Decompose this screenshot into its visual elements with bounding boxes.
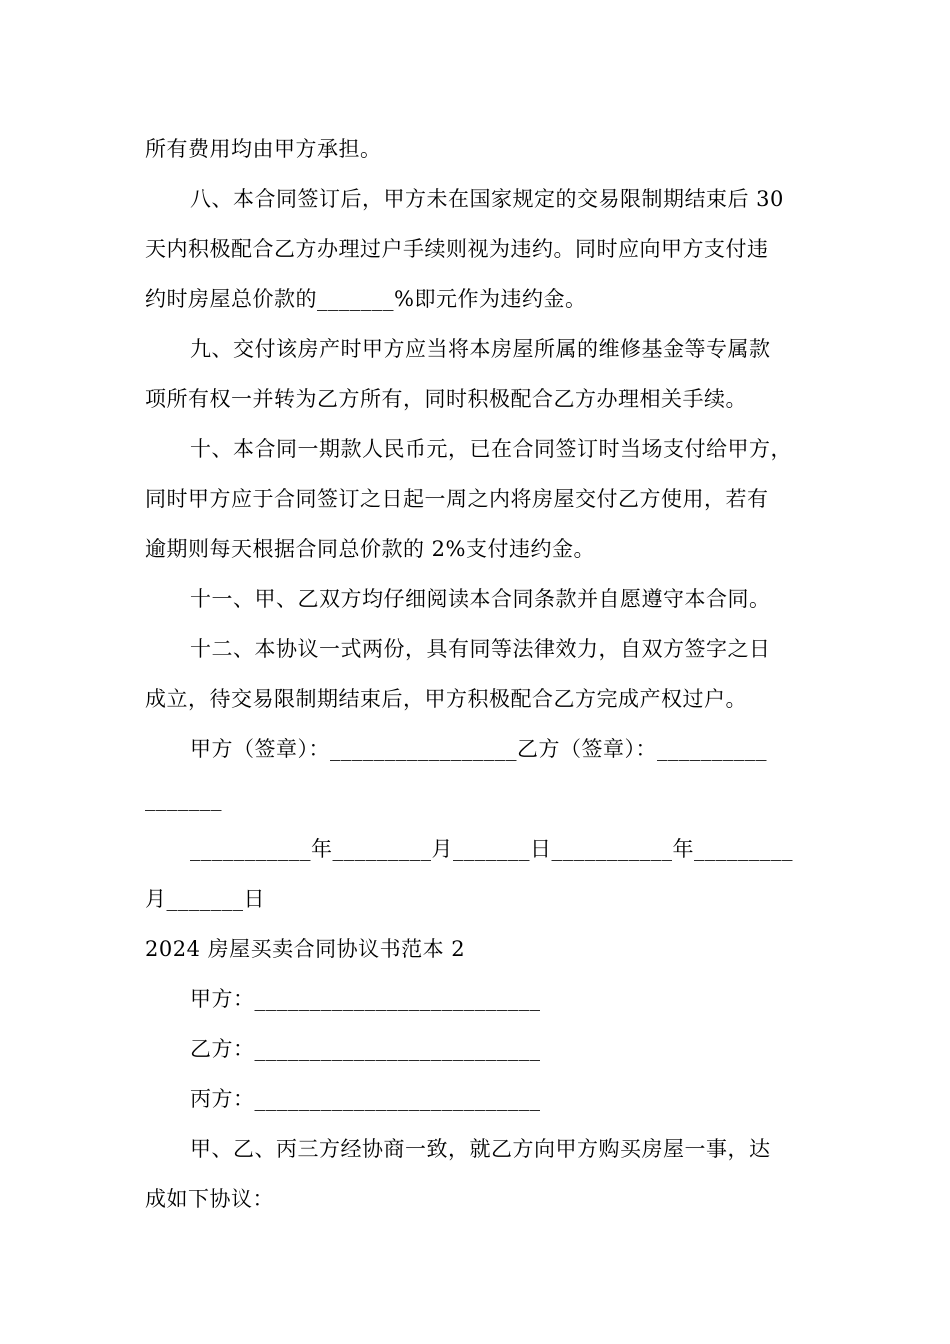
date-line-continued: 月_______日 xyxy=(145,887,265,911)
signature-line: 甲方（签章）：_________________乙方（签章）：__________ xyxy=(190,737,767,761)
agreement-intro-line-1: 甲、乙、丙三方经协商一致，就乙方向甲方购买房屋一事，达 xyxy=(190,1137,771,1161)
agreement-intro-line-2: 成如下协议： xyxy=(145,1187,274,1211)
clause-10-line-1: 十、本合同一期款人民币元，已在合同签订时当场支付给甲方， xyxy=(190,437,792,461)
clause-9-line-2: 项所有权一并转为乙方所有，同时积极配合乙方办理相关手续。 xyxy=(145,387,747,411)
clause-12-line-1: 十二、本协议一式两份，具有同等法律效力，自双方签字之日 xyxy=(190,637,771,661)
clause-12-line-2: 成立，待交易限制期结束后，甲方积极配合乙方完成产权过户。 xyxy=(145,687,747,711)
clause-8-line-3: 约时房屋总价款的_______%即元作为违约金。 xyxy=(145,287,587,311)
clause-8-line-2: 天内积极配合乙方办理过户手续则视为违约。同时应向甲方支付违 xyxy=(145,237,769,261)
clause-8-line-1: 八、本合同签订后，甲方未在国家规定的交易限制期结束后 30 xyxy=(190,187,784,211)
date-line: ___________年_________月_______日___________年_________ xyxy=(190,837,793,861)
paragraph-line: 所有费用均由甲方承担。 xyxy=(145,137,382,161)
signature-line-continued: _______ xyxy=(145,787,222,811)
clause-9-line-1: 九、交付该房产时甲方应当将本房屋所属的维修基金等专属款 xyxy=(190,337,771,361)
clause-11-line-1: 十一、甲、乙双方均仔细阅读本合同条款并自愿遵守本合同。 xyxy=(190,587,771,611)
party-c-line: 丙方：__________________________ xyxy=(190,1087,541,1111)
party-a-line: 甲方：__________________________ xyxy=(190,987,541,1011)
section-title: 2024 房屋买卖合同协议书范本 2 xyxy=(145,937,466,961)
clause-10-line-2: 同时甲方应于合同签订之日起一周之内将房屋交付乙方使用，若有 xyxy=(145,487,769,511)
clause-10-line-3: 逾期则每天根据合同总价款的 2%支付违约金。 xyxy=(145,537,595,561)
party-b-line: 乙方：__________________________ xyxy=(190,1037,541,1061)
